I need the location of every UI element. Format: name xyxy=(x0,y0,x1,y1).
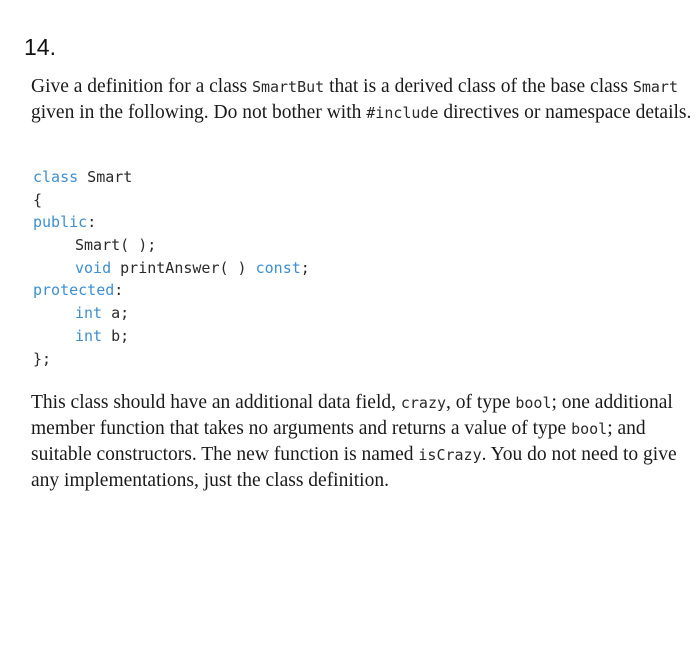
code-line-2 xyxy=(33,189,310,212)
keyword-void: void xyxy=(75,258,112,277)
task-code-crazy: crazy xyxy=(400,394,447,412)
code-line-1 xyxy=(33,166,310,189)
intro-text-2: that is a derived class of the base class xyxy=(324,76,633,97)
keyword-int: int xyxy=(75,304,103,323)
question-intro xyxy=(31,74,696,126)
intro-text-3: given in the following. Do not bother with xyxy=(31,102,367,123)
code-line-6 xyxy=(33,279,310,302)
code-text: ; xyxy=(300,258,310,277)
keyword-protected: protected xyxy=(33,281,115,300)
task-text-2: , of type xyxy=(446,392,516,413)
question-task xyxy=(31,390,696,493)
code-line-8 xyxy=(33,325,310,348)
code-line-9 xyxy=(33,348,310,371)
code-block xyxy=(33,166,310,370)
code-text: : xyxy=(114,281,124,300)
question-number: 14. xyxy=(24,34,56,60)
keyword-public: public xyxy=(33,213,88,232)
intro-code-smart: Smart xyxy=(632,78,678,96)
keyword-int: int xyxy=(75,326,103,345)
task-text-3: ; one additional member function that takes no arguments and returns a value of type xyxy=(31,392,673,439)
code-text: Smart xyxy=(78,168,133,186)
task-text-4: ; and suitable constructors. The new function is named xyxy=(31,418,646,465)
intro-code-smartbut: SmartBut xyxy=(251,78,325,96)
task-code-bool: bool xyxy=(515,394,552,412)
intro-text-4: directives or namespace details. xyxy=(438,102,692,123)
code-line-4 xyxy=(33,234,310,257)
task-code-bool: bool xyxy=(571,420,608,438)
code-text: a; xyxy=(102,304,130,323)
code-text: Smart( ); xyxy=(75,236,157,255)
code-text: b; xyxy=(102,326,130,345)
intro-text-1: Give a definition for a class xyxy=(31,76,252,97)
code-text: : xyxy=(87,213,97,232)
code-line-7 xyxy=(33,302,310,325)
task-text-1: This class should have an additional data field, xyxy=(31,392,401,413)
keyword-class: class xyxy=(33,168,79,186)
code-line-5 xyxy=(33,257,310,280)
code-text: printAnswer( ) xyxy=(111,258,256,277)
keyword-const: const xyxy=(255,258,301,277)
task-code-iscrazy: isCrazy xyxy=(418,446,482,464)
code-line-3 xyxy=(33,211,310,234)
code-text: }; xyxy=(33,349,52,368)
intro-code-include: #include xyxy=(366,104,439,122)
code-text: { xyxy=(33,190,43,209)
task-text-5: . You do not need to give any implementations, just the class definition. xyxy=(31,444,677,491)
